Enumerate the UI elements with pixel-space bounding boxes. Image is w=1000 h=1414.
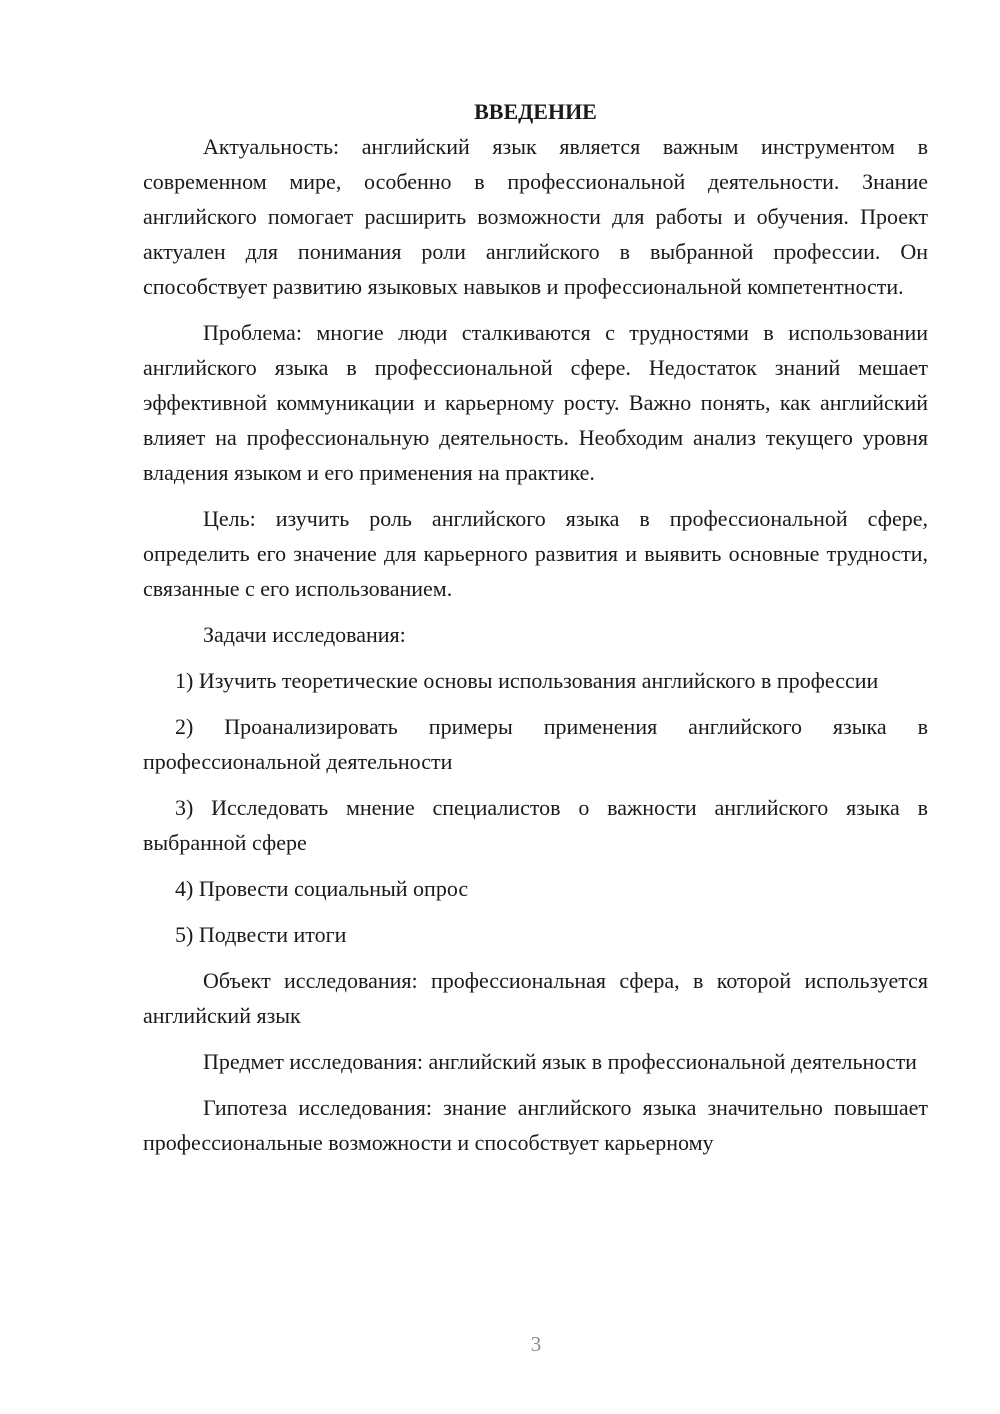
task-item: 3) Исследовать мнение специалистов о важности английского языка в выбранной сфере — [143, 795, 928, 855]
problem-paragraph: Проблема: многие люди сталкиваются с трудностями в использовании английского языка в профессиональной сфере. Недостаток знаний мешает эффективной коммуникации и карьерному росту. Важно понять, как английский влияет на профессиональную деятельность. Необходим анализ текущего уровня владения языком и его применения на практике. — [143, 320, 928, 485]
task-item: 2) Проанализировать примеры применения английского языка в профессиональной деятельности — [143, 714, 928, 774]
page-number: 3 — [530, 1332, 542, 1356]
task-item: 1) Изучить теоретические основы использования английского в профессии — [175, 668, 879, 693]
section-title: ВВЕДЕНИЕ — [474, 99, 597, 124]
task-item: 4) Провести социальный опрос — [175, 876, 469, 901]
tasks-heading: Задачи исследования: — [203, 622, 406, 647]
relevance-paragraph: Актуальность: английский язык является важным инструментом в современном мире, особенно в профессиональной деятельности. Знание английского помогает расширить возможности для работы и обучения. Проект актуален для понимания роли английского в выбранной профессии. Он способствует развитию языковых навыков и профессиональной компетентности. — [143, 134, 928, 299]
goal-paragraph: Цель: изучить роль английского языка в профессиональной сфере, определить его значение для карьерного развития и выявить основные трудности, связанные с его использованием. — [143, 506, 928, 601]
task-item: 5) Подвести итоги — [175, 922, 347, 947]
hypothesis-paragraph: Гипотеза исследования: знание английского языка значительно повышает профессиональные возможности и способствует карьерному — [143, 1095, 928, 1155]
subject-paragraph: Предмет исследования: английский язык в профессиональной деятельности — [203, 1049, 917, 1074]
document-page — [143, 94, 928, 1160]
object-paragraph: Объект исследования: профессиональная сфера, в которой используется английский язык — [143, 968, 928, 1028]
